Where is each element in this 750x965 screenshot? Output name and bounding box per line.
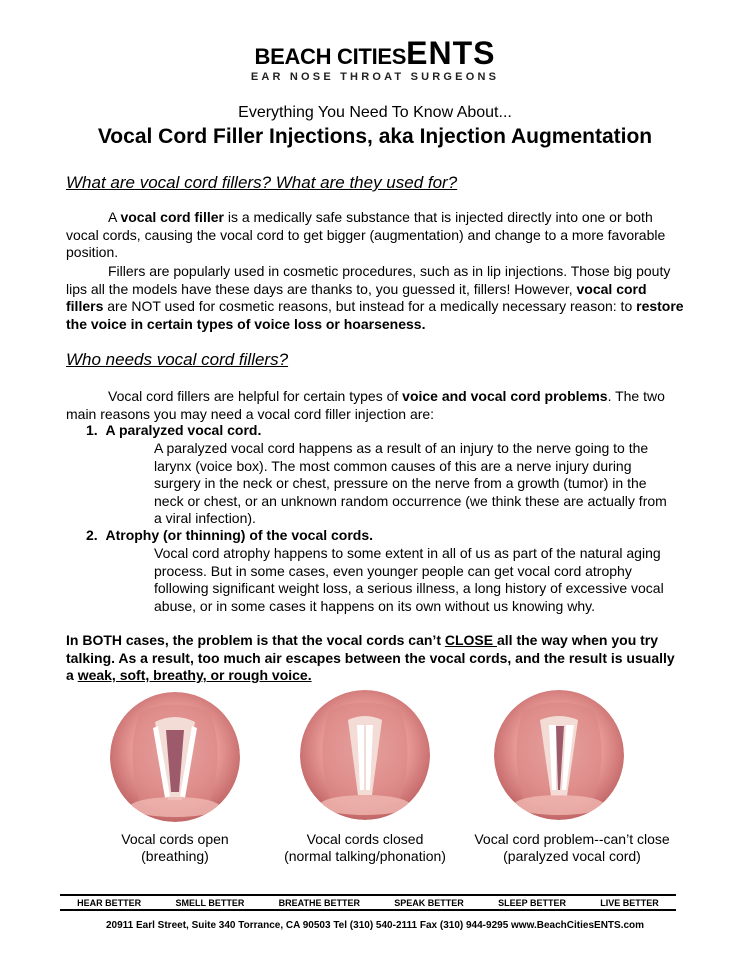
list-item-title	[86, 422, 261, 438]
caption-line: Vocal cords open	[121, 831, 229, 847]
underlined-term: weak, soft, breathy, or rough voice.	[77, 667, 312, 683]
caption-open	[100, 831, 250, 865]
paragraph-definition	[66, 209, 686, 262]
bold-term: voice and vocal cord problems	[402, 388, 608, 404]
vocal-cords-closed-illustration	[300, 690, 430, 820]
vocal-cord-paralyzed-illustration	[494, 690, 624, 820]
page-title: Vocal Cord Filler Injections, aka Injection Augmentation	[97, 125, 653, 148]
footer-address: 20911 Earl Street, Suite 340 Torrance, CA 90503 Tel (310) 540-2111 Fax (310) 944-9295 www.BeachCitiesENTS.com	[105, 920, 645, 931]
logo	[0, 35, 750, 72]
vocal-cords-open-illustration	[110, 692, 240, 822]
text-run: In BOTH cases, the problem is that the vocal cords can’t	[66, 632, 445, 648]
paragraph-conclusion	[66, 632, 686, 685]
paragraph-intro	[66, 388, 686, 423]
bold-term: vocal cord fillers	[66, 280, 647, 314]
text-run: A	[108, 209, 121, 225]
list-title-text: Atrophy (or thinning) of the vocal cords.	[105, 527, 374, 543]
caption-line: Vocal cords closed	[306, 831, 424, 847]
footer-nav	[60, 898, 676, 908]
list-item-title	[86, 527, 373, 543]
text-run: . The two main reasons you may need a vocal cord filler injection are:	[66, 388, 665, 422]
bold-term: restore the voice in certain types of voice loss or hoarseness.	[66, 298, 684, 332]
list-number: 2.	[86, 527, 98, 543]
text-run: Fillers are popularly used in cosmetic procedures, such as in lip injections. Those big pouty lips all the models have these days are thanks to, you guessed it, fillers! However,	[66, 263, 671, 297]
bold-term: vocal cord filler	[120, 209, 224, 225]
footer-divider-top	[60, 894, 676, 896]
text-run: all the way when you try talking. As a result, too much air escapes between the vocal cords, and the result is usually a	[66, 632, 675, 683]
pretitle: Everything You Need To Know About...	[238, 104, 512, 121]
footer-divider-bottom	[60, 909, 676, 911]
list-item-body: A paralyzed vocal cord happens as a result of an injury to the nerve going to the larynx (voice box). The most common causes of this are a nerve injury during surgery in the neck or chest, pressure on the nerve from a growth (tumor) in the neck or chest, or an unknown random occurrence (we think these are actually from a viral infection).	[154, 440, 667, 526]
text-run: are NOT used for cosmetic reasons, but instead for a medically necessary reason: to	[103, 298, 637, 314]
underlined-term: CLOSE	[444, 632, 497, 648]
list-title-text: A paralyzed vocal cord.	[105, 422, 262, 438]
caption-closed	[265, 831, 465, 865]
caption-problem	[466, 831, 678, 865]
footer-nav-item: LIVE BETTER	[600, 898, 659, 908]
footer-nav-item: SPEAK BETTER	[394, 898, 464, 908]
logo-text-beach-cities: BEACH CITIES	[254, 44, 407, 69]
logo-text-ents: ENTS	[406, 35, 496, 71]
logo-tagline: EAR NOSE THROAT SURGEONS	[250, 71, 500, 83]
text-run: Vocal cord fillers are helpful for certain types of	[108, 388, 403, 404]
footer-nav-item: SMELL BETTER	[175, 898, 245, 908]
section-heading-who: Who needs vocal cord fillers?	[66, 350, 289, 369]
caption-line: (paralyzed vocal cord)	[503, 848, 641, 864]
footer-nav-item: SLEEP BETTER	[498, 898, 566, 908]
list-number: 1.	[86, 422, 98, 438]
footer-nav-item: HEAR BETTER	[77, 898, 142, 908]
text-run: is a medically safe substance that is injected directly into one or both vocal cords, causing the vocal cord to get bigger (augmentation) and change to a more favorable position.	[66, 209, 666, 260]
footer-nav-item: BREATHE BETTER	[278, 898, 360, 908]
caption-line: Vocal cord problem--can’t close	[474, 831, 670, 847]
list-item-body: Vocal cord atrophy happens to some extent in all of us as part of the natural aging process. But in some cases, even younger people can get vocal cord atrophy following significant weight loss, a serious illness, a long history of excessive vocal abuse, or in some cases it happens on its own without us knowing why.	[154, 545, 664, 614]
section-heading-what: What are vocal cord fillers? What are they used for?	[66, 173, 458, 192]
caption-line: (normal talking/phonation)	[284, 848, 446, 864]
paragraph-cosmetic	[66, 263, 686, 333]
caption-line: (breathing)	[141, 848, 209, 864]
